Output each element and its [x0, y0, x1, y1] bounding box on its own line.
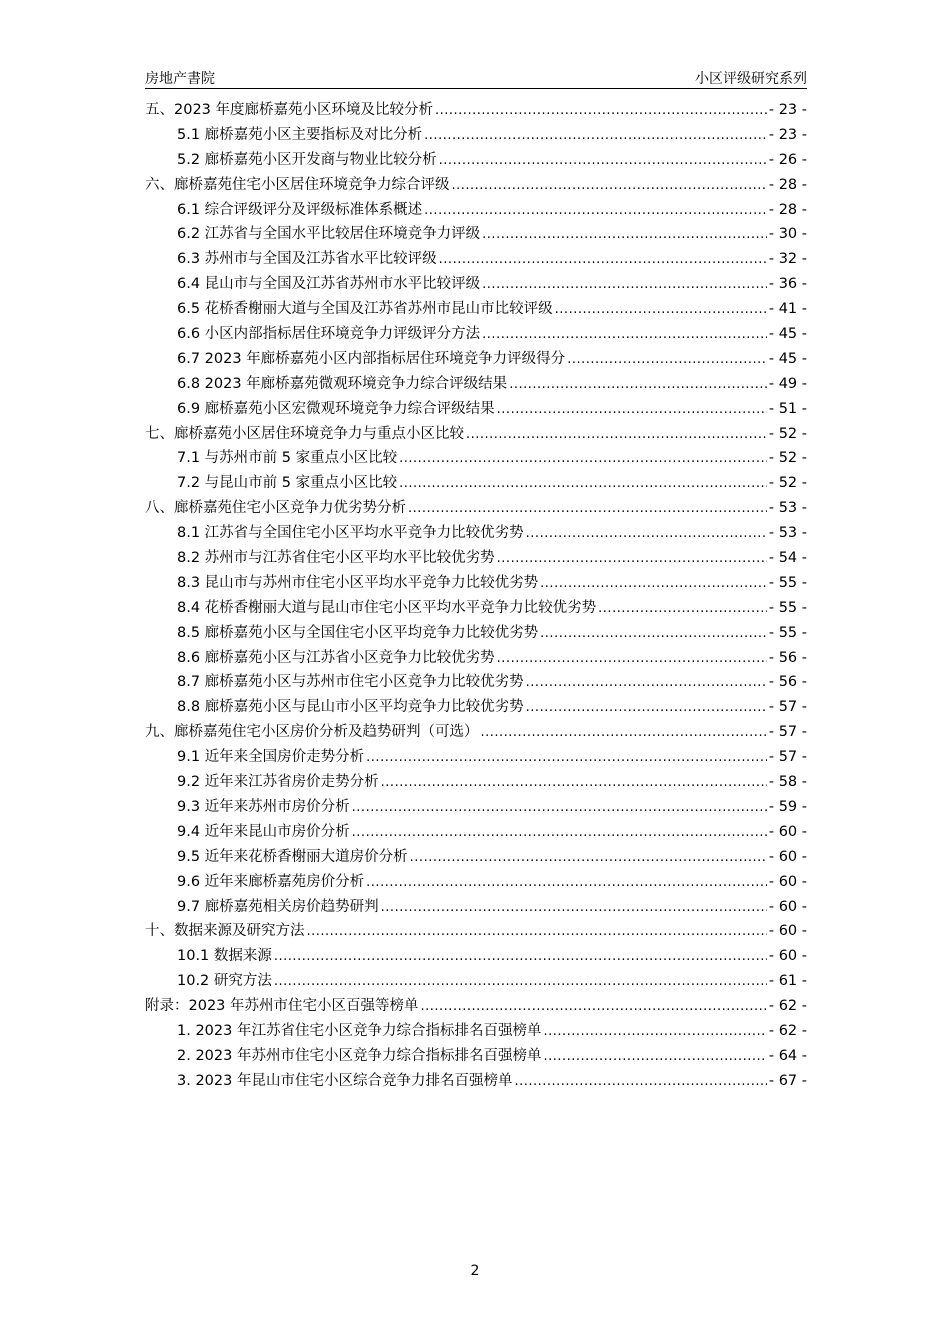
toc-entry-page: - 52 - [768, 450, 807, 467]
toc-entry-page: - 55 - [768, 599, 807, 616]
toc-section-entry[interactable] [145, 745, 807, 770]
toc-dot-leader [497, 551, 767, 566]
toc-section-entry[interactable] [145, 198, 807, 223]
toc-entry-page: - 52 - [768, 425, 807, 442]
toc-entry-page: - 51 - [768, 400, 807, 417]
toc-entry-page: - 60 - [768, 923, 807, 940]
toc-section-entry[interactable] [145, 695, 807, 720]
toc-chapter-entry[interactable] [145, 919, 807, 944]
toc-section-entry[interactable] [145, 347, 807, 372]
toc-dot-leader [421, 999, 767, 1014]
toc-entry-title: 9.4 近年来昆山市房价分析 [177, 823, 350, 840]
toc-entry-page: - 67 - [768, 1072, 807, 1089]
toc-entry-page: - 23 - [768, 102, 807, 118]
toc-section-entry[interactable] [145, 297, 807, 322]
toc-dot-leader [598, 601, 767, 616]
toc-entry-title: 9.6 近年来廊桥嘉苑房价分析 [177, 873, 365, 890]
toc-entry-title: 9.7 廊桥嘉苑相关房价趋势研判 [177, 898, 379, 915]
toc-dot-leader [452, 178, 767, 193]
toc-dot-leader [526, 700, 767, 715]
toc-entry-title: 3. 2023 年昆山市住宅小区综合竞争力排名百强榜单 [177, 1072, 513, 1089]
toc-entry-page: - 56 - [768, 674, 807, 691]
page-number: 2 [470, 1263, 480, 1279]
toc-entry-page: - 52 - [768, 475, 807, 492]
toc-dot-leader [509, 377, 767, 392]
toc-dot-leader [408, 501, 767, 516]
toc-dot-leader [497, 402, 767, 417]
toc-section-entry[interactable] [145, 895, 807, 920]
toc-entry-title: 8.7 廊桥嘉苑小区与苏州市住宅小区竞争力比较优劣势 [177, 674, 524, 691]
toc-entry-page: - 57 - [768, 724, 807, 741]
toc-entry-page: - 64 - [768, 1047, 807, 1064]
toc-dot-leader [435, 103, 767, 118]
toc-entry-title: 8.3 昆山市与苏州市住宅小区平均水平竞争力比较优劣势 [177, 574, 539, 591]
toc-entry-page: - 59 - [768, 798, 807, 815]
toc-entry-page: - 26 - [768, 151, 807, 168]
toc-entry-title: 6.7 2023 年廊桥嘉苑小区内部指标居住环境竞争力评级得分 [177, 350, 566, 367]
toc-entry-page: - 45 - [768, 350, 807, 367]
toc-entry-page: - 28 - [768, 201, 807, 218]
toc-section-entry[interactable] [145, 322, 807, 347]
toc-entry-title: 6.6 小区内部指标居住环境竞争力评级评分方法 [177, 326, 481, 343]
toc-dot-leader [399, 476, 767, 491]
toc-dot-leader [482, 327, 767, 342]
toc-entry-title: 6.4 昆山市与全国及江苏省苏州市水平比较评级 [177, 276, 481, 293]
toc-section-entry[interactable] [145, 222, 807, 247]
toc-entry-page: - 36 - [768, 276, 807, 293]
toc-entry-title: 8.6 廊桥嘉苑小区与江苏省小区竞争力比较优劣势 [177, 649, 495, 666]
toc-entry-title: 六、廊桥嘉苑住宅小区居住环境竞争力综合评级 [145, 176, 450, 193]
toc-entry-title: 10.1 数据来源 [177, 948, 272, 965]
toc-section-entry[interactable] [145, 820, 807, 845]
toc-chapter-entry[interactable] [145, 422, 807, 447]
toc-dot-leader [399, 451, 767, 466]
toc-entry-page: - 60 - [768, 848, 807, 865]
toc-section-entry[interactable] [145, 521, 807, 546]
toc-entry-title: 十、数据来源及研究方法 [145, 923, 305, 940]
toc-dot-leader [352, 800, 767, 815]
toc-entry-page: - 62 - [768, 998, 807, 1015]
toc-entry-page: - 60 - [768, 948, 807, 965]
toc-entry-title: 6.5 花桥香榭丽大道与全国及江苏省苏州市昆山市比较评级 [177, 301, 553, 318]
toc-entry-page: - 58 - [768, 774, 807, 791]
toc-chapter-entry[interactable] [145, 173, 807, 198]
toc-chapter-entry[interactable] [145, 994, 807, 1019]
toc-dot-leader [543, 1049, 766, 1064]
toc-entry-title: 5.1 廊桥嘉苑小区主要指标及对比分析 [177, 126, 423, 143]
toc-entry-page: - 61 - [768, 973, 807, 990]
toc-entry-title: 5.2 廊桥嘉苑小区开发商与物业比较分析 [177, 151, 437, 168]
toc-entry-page: - 62 - [768, 1022, 807, 1039]
toc-entry-title: 9.3 近年来苏州市房价分析 [177, 798, 350, 815]
toc-entry-title: 8.2 苏州市与江苏省住宅小区平均水平比较优劣势 [177, 550, 495, 567]
toc-entry-title: 6.2 江苏省与全国水平比较居住环境竞争力评级 [177, 226, 481, 243]
toc-dot-leader [274, 974, 767, 989]
toc-dot-leader [366, 875, 767, 890]
toc-entry-title: 8.5 廊桥嘉苑小区与全国住宅小区平均竞争力比较优劣势 [177, 624, 539, 641]
toc-entry-title: 9.2 近年来江苏省房价走势分析 [177, 774, 379, 791]
table-of-contents [145, 98, 807, 1094]
toc-dot-leader [381, 775, 767, 790]
toc-chapter-entry[interactable] [145, 98, 807, 123]
toc-entry-page: - 49 - [768, 375, 807, 392]
toc-section-entry[interactable] [145, 969, 807, 994]
toc-entry-page: - 56 - [768, 649, 807, 666]
toc-entry-page: - 45 - [768, 326, 807, 343]
toc-entry-page: - 30 - [768, 226, 807, 243]
toc-entry-page: - 60 - [768, 873, 807, 890]
toc-section-entry[interactable] [145, 1019, 807, 1044]
header-series-title: 小区评级研究系列 [695, 71, 807, 87]
toc-entry-title: 10.2 研究方法 [177, 973, 272, 990]
toc-entry-page: - 54 - [768, 550, 807, 567]
toc-entry-title: 7.1 与苏州市前 5 家重点小区比较 [177, 450, 398, 467]
toc-entry-page: - 28 - [768, 176, 807, 193]
toc-entry-title: 五、2023 年度廊桥嘉苑小区环境及比较分析 [145, 102, 434, 118]
toc-dot-leader [543, 1024, 766, 1039]
toc-dot-leader [439, 153, 767, 168]
toc-section-entry[interactable] [145, 670, 807, 695]
toc-dot-leader [497, 651, 767, 666]
toc-section-entry[interactable] [145, 795, 807, 820]
toc-entry-title: 9.5 近年来花桥香榭丽大道房价分析 [177, 848, 408, 865]
toc-section-entry[interactable] [145, 845, 807, 870]
toc-section-entry[interactable] [145, 571, 807, 596]
toc-section-entry[interactable] [145, 944, 807, 969]
toc-entry-page: - 41 - [768, 301, 807, 318]
toc-dot-leader [514, 1074, 766, 1089]
toc-chapter-entry[interactable] [145, 720, 807, 745]
toc-entry-title: 9.1 近年来全国房价走势分析 [177, 749, 365, 766]
toc-section-entry[interactable] [145, 646, 807, 671]
toc-section-entry[interactable] [145, 1044, 807, 1069]
page-header [145, 66, 807, 89]
toc-dot-leader [274, 949, 767, 964]
toc-entry-title: 2. 2023 年苏州市住宅小区竞争力综合指标排名百强榜单 [177, 1047, 542, 1064]
toc-entry-title: 8.4 花桥香榭丽大道与昆山市住宅小区平均水平竞争力比较优劣势 [177, 599, 597, 616]
toc-section-entry[interactable] [145, 372, 807, 397]
toc-entry-page: - 32 - [768, 251, 807, 268]
toc-dot-leader [466, 427, 767, 442]
toc-section-entry[interactable] [145, 148, 807, 173]
toc-entry-title: 1. 2023 年江苏省住宅小区竞争力综合指标排名百强榜单 [177, 1022, 542, 1039]
toc-section-entry[interactable] [145, 471, 807, 496]
toc-dot-leader [410, 850, 767, 865]
toc-entry-title: 6.3 苏州市与全国及江苏省水平比较评级 [177, 251, 437, 268]
toc-dot-leader [439, 252, 767, 267]
toc-dot-leader [307, 924, 767, 939]
toc-dot-leader [540, 626, 767, 641]
toc-section-entry[interactable] [145, 247, 807, 272]
toc-entry-title: 8.1 江苏省与全国住宅小区平均水平竞争力比较优劣势 [177, 525, 524, 542]
toc-section-entry[interactable] [145, 870, 807, 895]
toc-entry-title: 8.8 廊桥嘉苑小区与昆山市小区平均竞争力比较优劣势 [177, 699, 524, 716]
toc-entry-title: 附录：2023 年苏州市住宅小区百强等榜单 [145, 998, 419, 1015]
toc-section-entry[interactable] [145, 596, 807, 621]
toc-section-entry[interactable] [145, 770, 807, 795]
toc-dot-leader [567, 352, 767, 367]
toc-entry-page: - 55 - [768, 574, 807, 591]
toc-dot-leader [555, 302, 767, 317]
toc-entry-title: 6.8 2023 年廊桥嘉苑微观环境竞争力综合评级结果 [177, 375, 508, 392]
toc-dot-leader [482, 227, 767, 242]
toc-entry-title: 七、廊桥嘉苑小区居住环境竞争力与重点小区比较 [145, 425, 464, 442]
toc-dot-leader [366, 750, 767, 765]
toc-section-entry[interactable] [145, 446, 807, 471]
toc-entry-page: - 23 - [768, 126, 807, 143]
toc-dot-leader [481, 725, 767, 740]
toc-entry-page: - 53 - [768, 525, 807, 542]
header-publisher: 房地产書院 [145, 71, 215, 87]
toc-dot-leader [424, 203, 767, 218]
toc-dot-leader [381, 900, 767, 915]
toc-dot-leader [526, 675, 767, 690]
toc-section-entry[interactable] [145, 272, 807, 297]
toc-entry-title: 八、廊桥嘉苑住宅小区竞争力优劣势分析 [145, 500, 406, 517]
toc-chapter-entry[interactable] [145, 496, 807, 521]
toc-entry-page: - 53 - [768, 500, 807, 517]
toc-entry-page: - 57 - [768, 749, 807, 766]
toc-dot-leader [482, 277, 767, 292]
toc-dot-leader [526, 526, 767, 541]
toc-entry-page: - 60 - [768, 898, 807, 915]
toc-section-entry[interactable] [145, 123, 807, 148]
toc-entry-title: 7.2 与昆山市前 5 家重点小区比较 [177, 475, 398, 492]
toc-dot-leader [352, 825, 767, 840]
toc-section-entry[interactable] [145, 621, 807, 646]
toc-entry-title: 6.9 廊桥嘉苑小区宏微观环境竞争力综合评级结果 [177, 400, 495, 417]
toc-entry-title: 九、廊桥嘉苑住宅小区房价分析及趋势研判（可选） [145, 724, 479, 741]
toc-dot-leader [424, 128, 767, 143]
toc-section-entry[interactable] [145, 1069, 807, 1094]
toc-section-entry[interactable] [145, 546, 807, 571]
toc-entry-page: - 60 - [768, 823, 807, 840]
toc-entry-title: 6.1 综合评级评分及评级标准体系概述 [177, 201, 423, 218]
toc-dot-leader [540, 576, 767, 591]
toc-section-entry[interactable] [145, 397, 807, 422]
toc-entry-page: - 55 - [768, 624, 807, 641]
toc-entry-page: - 57 - [768, 699, 807, 716]
